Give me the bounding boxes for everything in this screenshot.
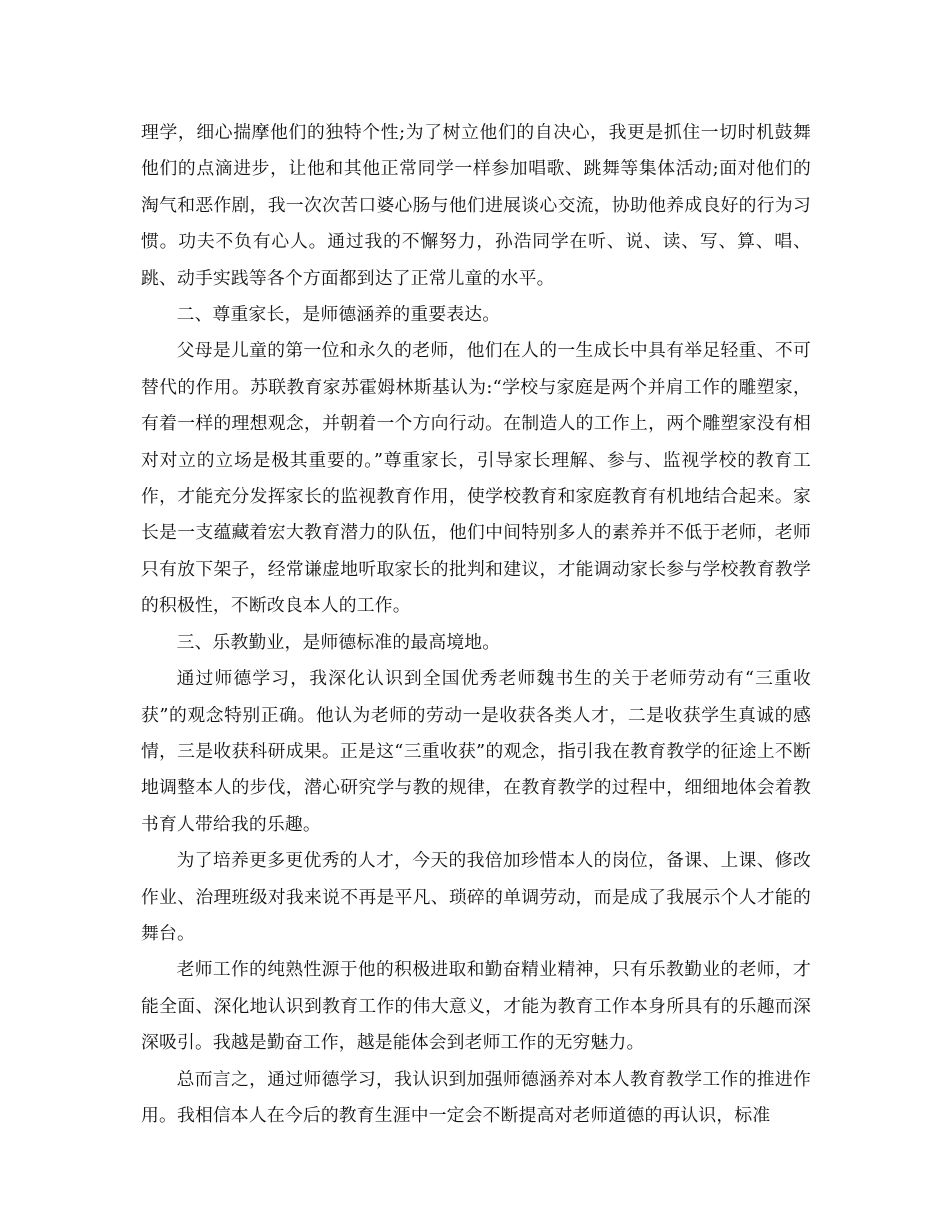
paragraph-cherish-post: 为了培养更多更优秀的人才，今天的我倍加珍惜本人的岗位，备课、上课、修改作业、治理班级对我来说不再是平凡、琐碎的单调劳动，而是成了我展示个人才能的舞台。: [141, 850, 811, 944]
document-body: [141, 115, 811, 1134]
paragraph-continuation: 理学，细心揣摩他们的独特个性;为了树立他们的自决心，我更是抓住一切时机鼓舞他们的点滴进步，让他和其他正常同学一样参加唱歌、跳舞等集体活动;面对他们的淘气和恶作剧，我一次次苦口婆心肠与他们进展谈心交流，协助他养成良好的行为习惯。功夫不负有心人。通过我的不懈努力，孙浩同学在听、说、读、写、算、唱、跳、动手实践等各个方面都到达了正常儿童的水平。: [141, 122, 811, 289]
paragraph-parents: 父母是儿童的第一位和永久的老师，他们在人的一生成长中具有举足轻重、不可替代的作用。苏联教育家苏霍姆林斯基认为:“学校与家庭是两个并肩工作的雕塑家，有着一样的理想观念，并朝着一个方向行动。在制造人的工作上，两个雕塑家没有相对对立的立场是极其重要的。”尊重家长，引导家长理解、参与、监视学校的教育工作，才能充分发挥家长的监视教育作用，使学校教育和家庭教育有机地结合起来。家长是一支蕴藏着宏大教育潜力的队伍，他们中间特别多人的素养并不低于老师，老师只有放下架子，经常谦虚地听取家长的批判和建议，才能调动家长参与学校教育教学的积极性，不断改良本人的工作。: [141, 340, 811, 617]
paragraph-diligence: 老师工作的纯熟性源于他的积极进取和勤奋精业精神，只有乐教勤业的老师，才能全面、深化地认识到教育工作的伟大意义，才能为教育工作本身所具有的乐趣而深深吸引。我越是勤奋工作，越是能体会到老师工作的无穷魅力。: [141, 959, 811, 1054]
section-heading-2: 二、尊重家长，是师德涵养的重要表达。: [176, 304, 501, 326]
paragraph-three-harvests: 通过师德学习，我深化认识到全国优秀老师魏书生的关于老师劳动有“三重收获”的观念特别正确。他认为老师的劳动一是收获各类人才，二是收获学生真诚的感情，三是收获科研成果。正是这“三重收获”的观念，指引我在教育教学的征途上不断地调整本人的步伐，潜心研究学与教的规律，在教育教学的过程中，细细地体会着教书育人带给我的乐趣。: [141, 668, 811, 835]
paragraph-conclusion: 总而言之，通过师德学习，我认识到加强师德涵养对本人教育教学工作的推进作用。我相信本人在今后的教育生涯中一定会不断提高对老师道德的再认识，标准: [141, 1068, 811, 1126]
section-heading-3: 三、乐教勤业，是师德标准的最高境地。: [176, 631, 501, 653]
